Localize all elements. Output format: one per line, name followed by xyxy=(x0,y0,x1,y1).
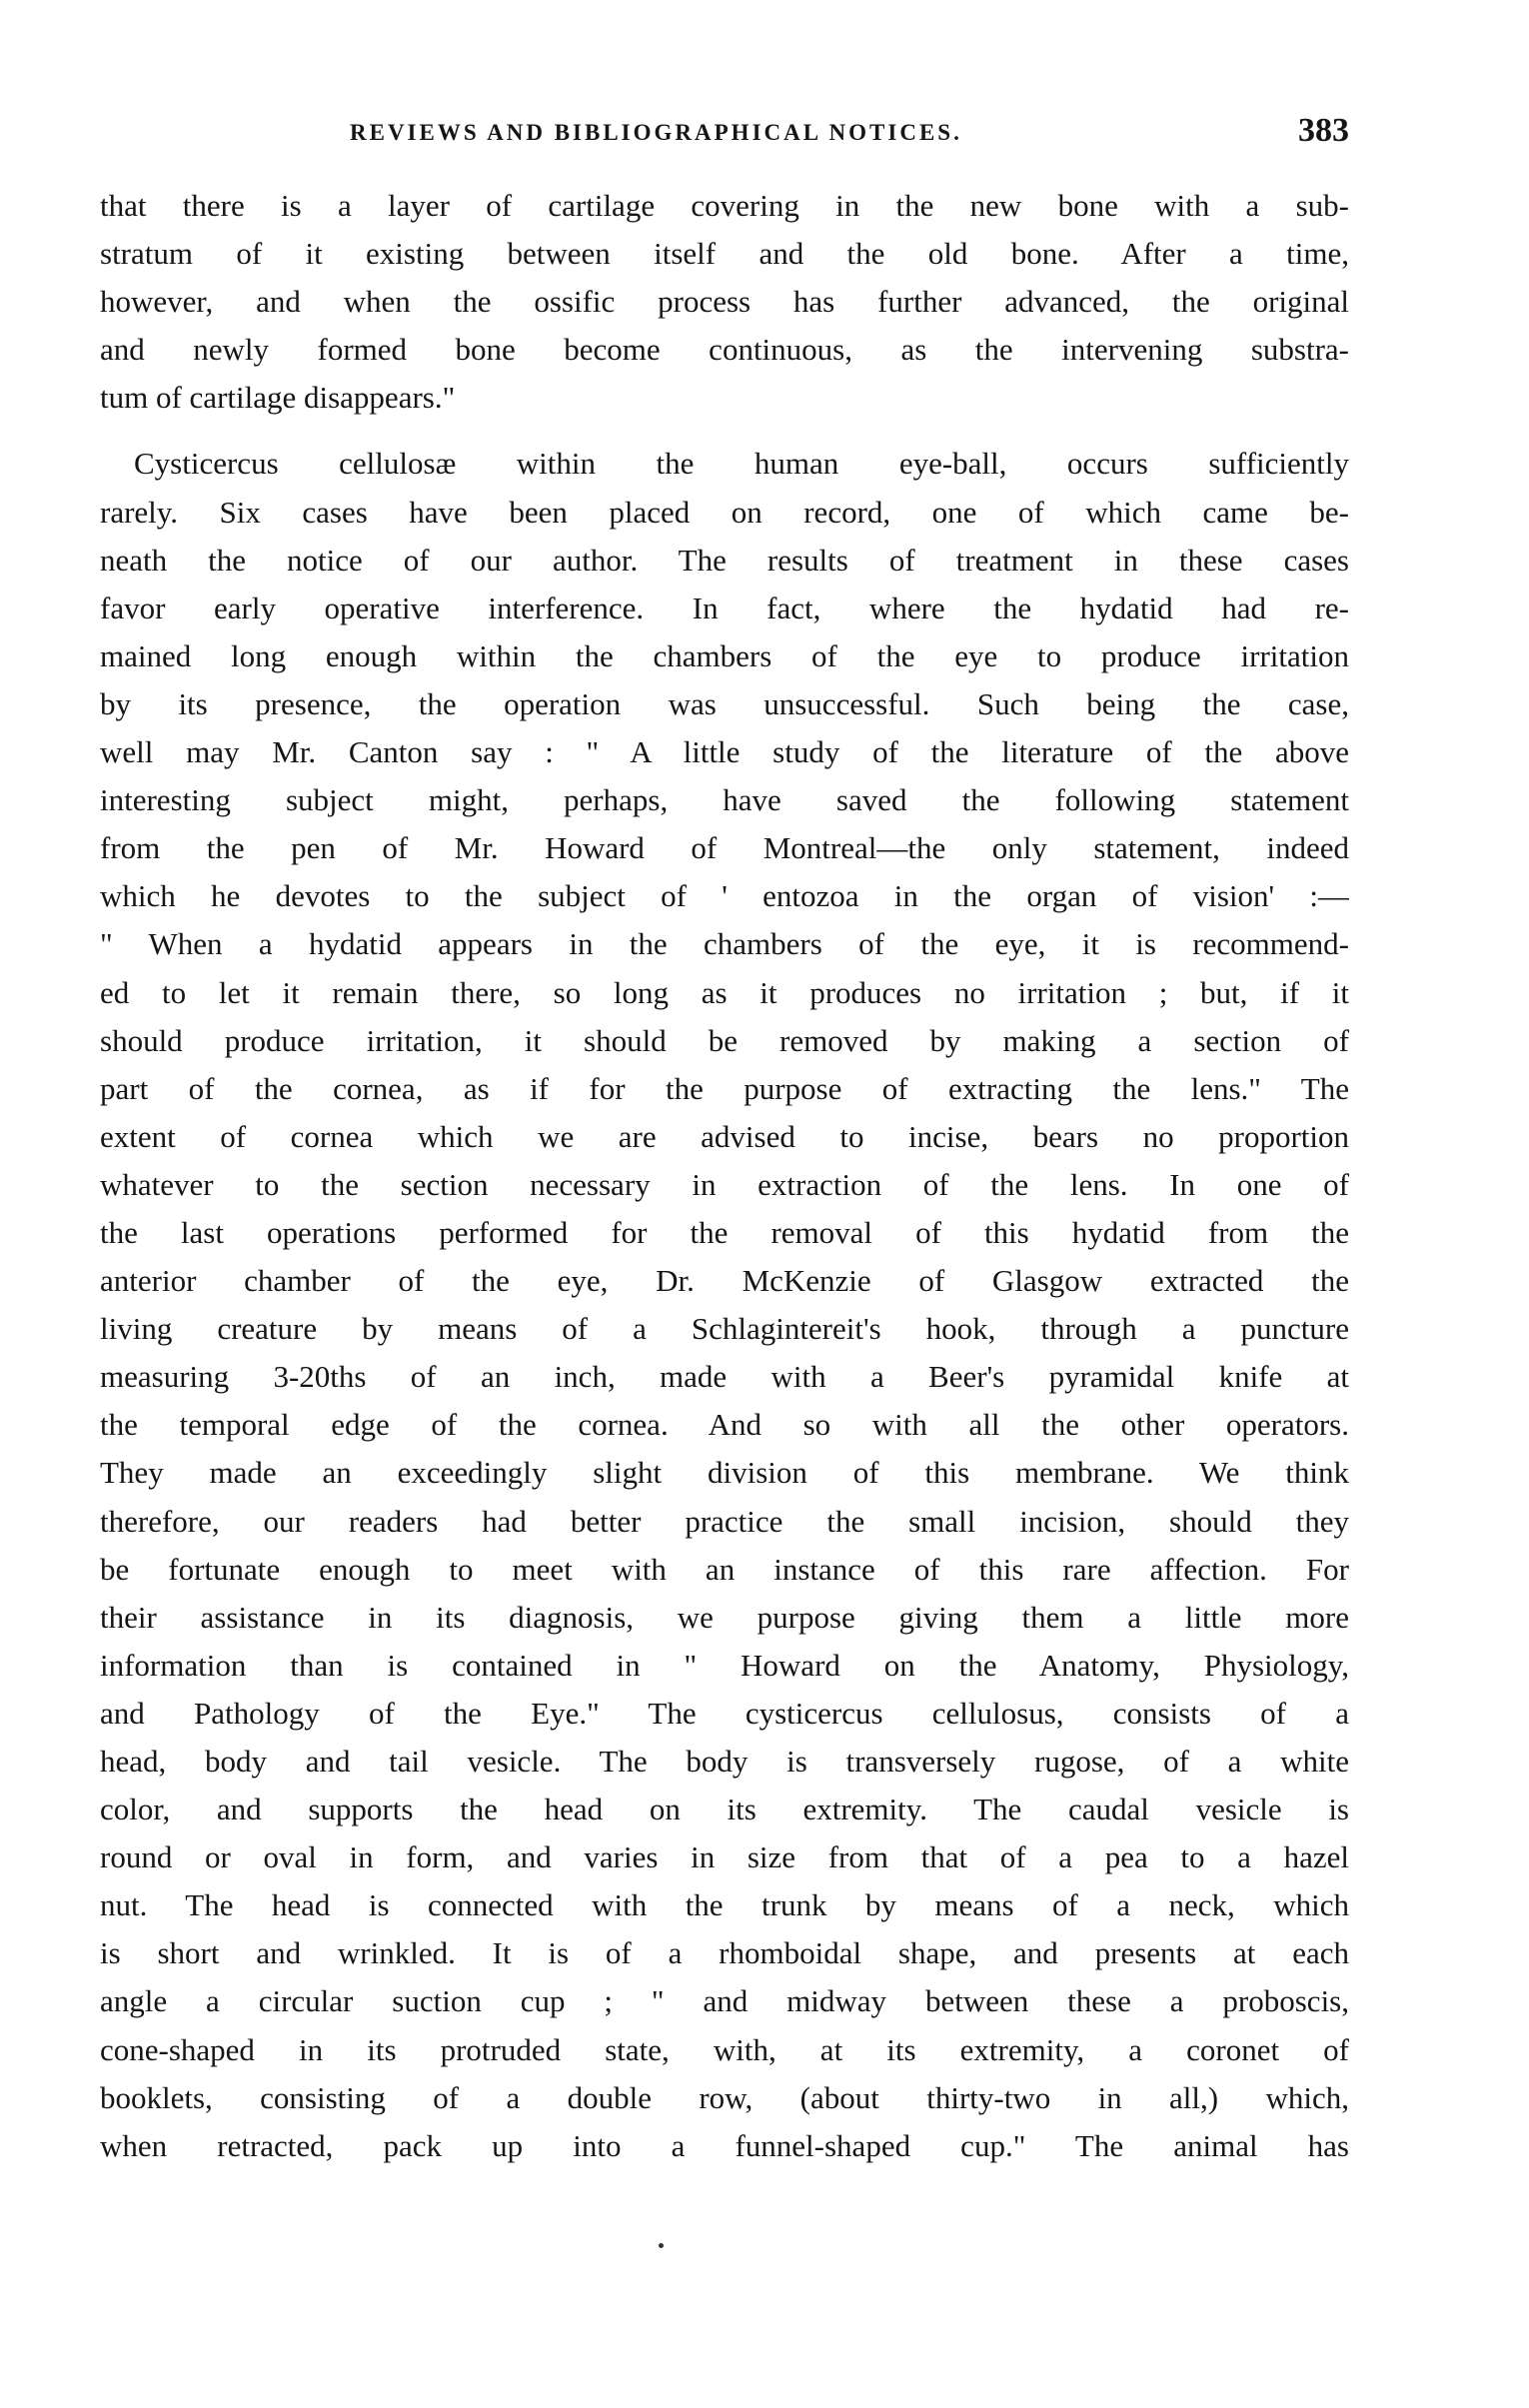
text-line: angle a circular suction cup ; " and midway between these a proboscis, xyxy=(100,1983,1349,2019)
body-text xyxy=(100,182,1349,2170)
text-line: well may Mr. Canton say : " A little study of the literature of the above xyxy=(100,734,1349,770)
page-number: 383 xyxy=(1298,112,1349,149)
text-line: when retracted, pack up into a funnel-shaped cup." The animal has xyxy=(100,2127,1349,2163)
text-line: the last operations performed for the removal of this hydatid from the xyxy=(100,1214,1349,1250)
text-line: living creature by means of a Schlagintereit's hook, through a puncture xyxy=(100,1311,1349,1347)
text-line: be fortunate enough to meet with an instance of this rare affection. For xyxy=(100,1551,1349,1587)
text-line: mained long enough within the chambers of the eye to produce irritation xyxy=(100,637,1349,673)
text-line: They made an exceedingly slight division of this membrane. We think xyxy=(100,1455,1349,1491)
ink-speck xyxy=(659,2243,664,2248)
paragraph-1 xyxy=(100,182,1349,422)
text-line: measuring 3-20ths of an inch, made with a Beer's pyramidal knife at xyxy=(100,1359,1349,1395)
text-line: information than is contained in " Howard on the Anatomy, Physiology, xyxy=(100,1647,1349,1683)
text-line: extent of cornea which we are advised to incise, bears no proportion xyxy=(100,1118,1349,1154)
text-line: part of the cornea, as if for the purpose of extracting the lens." The xyxy=(100,1070,1349,1106)
text-line: whatever to the section necessary in extraction of the lens. In one of xyxy=(100,1166,1349,1202)
text-line: neath the notice of our author. The results of treatment in these cases xyxy=(100,542,1349,578)
text-line: and newly formed bone become continuous, as the intervening substra- xyxy=(100,332,1349,368)
paragraph-gap xyxy=(100,422,1349,440)
text-line: however, and when the ossific process has further advanced, the original xyxy=(100,284,1349,320)
text-line: anterior chamber of the eye, Dr. McKenzie of Glasgow extracted the xyxy=(100,1263,1349,1299)
text-line: that there is a layer of cartilage covering in the new bone with a sub- xyxy=(100,188,1349,223)
text-line: should produce irritation, it should be removed by making a section of xyxy=(100,1022,1349,1058)
text-line: color, and supports the head on its extremity. The caudal vesicle is xyxy=(100,1792,1349,1827)
text-line: rarely. Six cases have been placed on record, one of which came be- xyxy=(100,494,1349,530)
text-line: by its presence, the operation was unsuccessful. Such being the case, xyxy=(100,685,1349,721)
text-line: cone-shaped in its protruded state, with, at its extremity, a coronet of xyxy=(100,2031,1349,2067)
text-line: nut. The head is connected with the trunk by means of a neck, which xyxy=(100,1887,1349,1923)
paragraph-2 xyxy=(100,440,1349,2169)
text-line: their assistance in its diagnosis, we purpose giving them a little more xyxy=(100,1599,1349,1635)
text-line: interesting subject might, perhaps, have saved the following statement xyxy=(100,782,1349,818)
text-line: ed to let it remain there, so long as it produces no irritation ; but, if it xyxy=(100,974,1349,1010)
text-line: which he devotes to the subject of ' entozoa in the organ of vision' :— xyxy=(100,878,1349,914)
text-line: is short and wrinkled. It is of a rhomboidal shape, and presents at each xyxy=(100,1935,1349,1971)
text-line: the temporal edge of the cornea. And so with all the other operators. xyxy=(100,1407,1349,1443)
text-line: tum of cartilage disappears." xyxy=(100,380,456,416)
text-line: Cysticercus cellulosæ within the human eye-ball, occurs sufficiently xyxy=(134,446,1349,482)
text-line: " When a hydatid appears in the chambers of the eye, it is recommend- xyxy=(100,926,1349,962)
text-line: from the pen of Mr. Howard of Montreal—the only statement, indeed xyxy=(100,830,1349,866)
text-line: favor early operative interference. In fact, where the hydatid had re- xyxy=(100,590,1349,625)
text-line: booklets, consisting of a double row, (about thirty-two in all,) which, xyxy=(100,2079,1349,2115)
text-line: round or oval in form, and varies in size from that of a pea to a hazel xyxy=(100,1839,1349,1875)
text-line: therefore, our readers had better practice the small incision, should they xyxy=(100,1503,1349,1539)
text-line: head, body and tail vesicle. The body is transversely rugose, of a white xyxy=(100,1744,1349,1779)
running-head xyxy=(100,112,1349,152)
text-line: and Pathology of the Eye." The cysticercus cellulosus, consists of a xyxy=(100,1695,1349,1731)
text-line: stratum of it existing between itself and the old bone. After a time, xyxy=(100,236,1349,272)
running-title: REVIEWS AND BIBLIOGRAPHICAL NOTICES. xyxy=(350,120,962,145)
